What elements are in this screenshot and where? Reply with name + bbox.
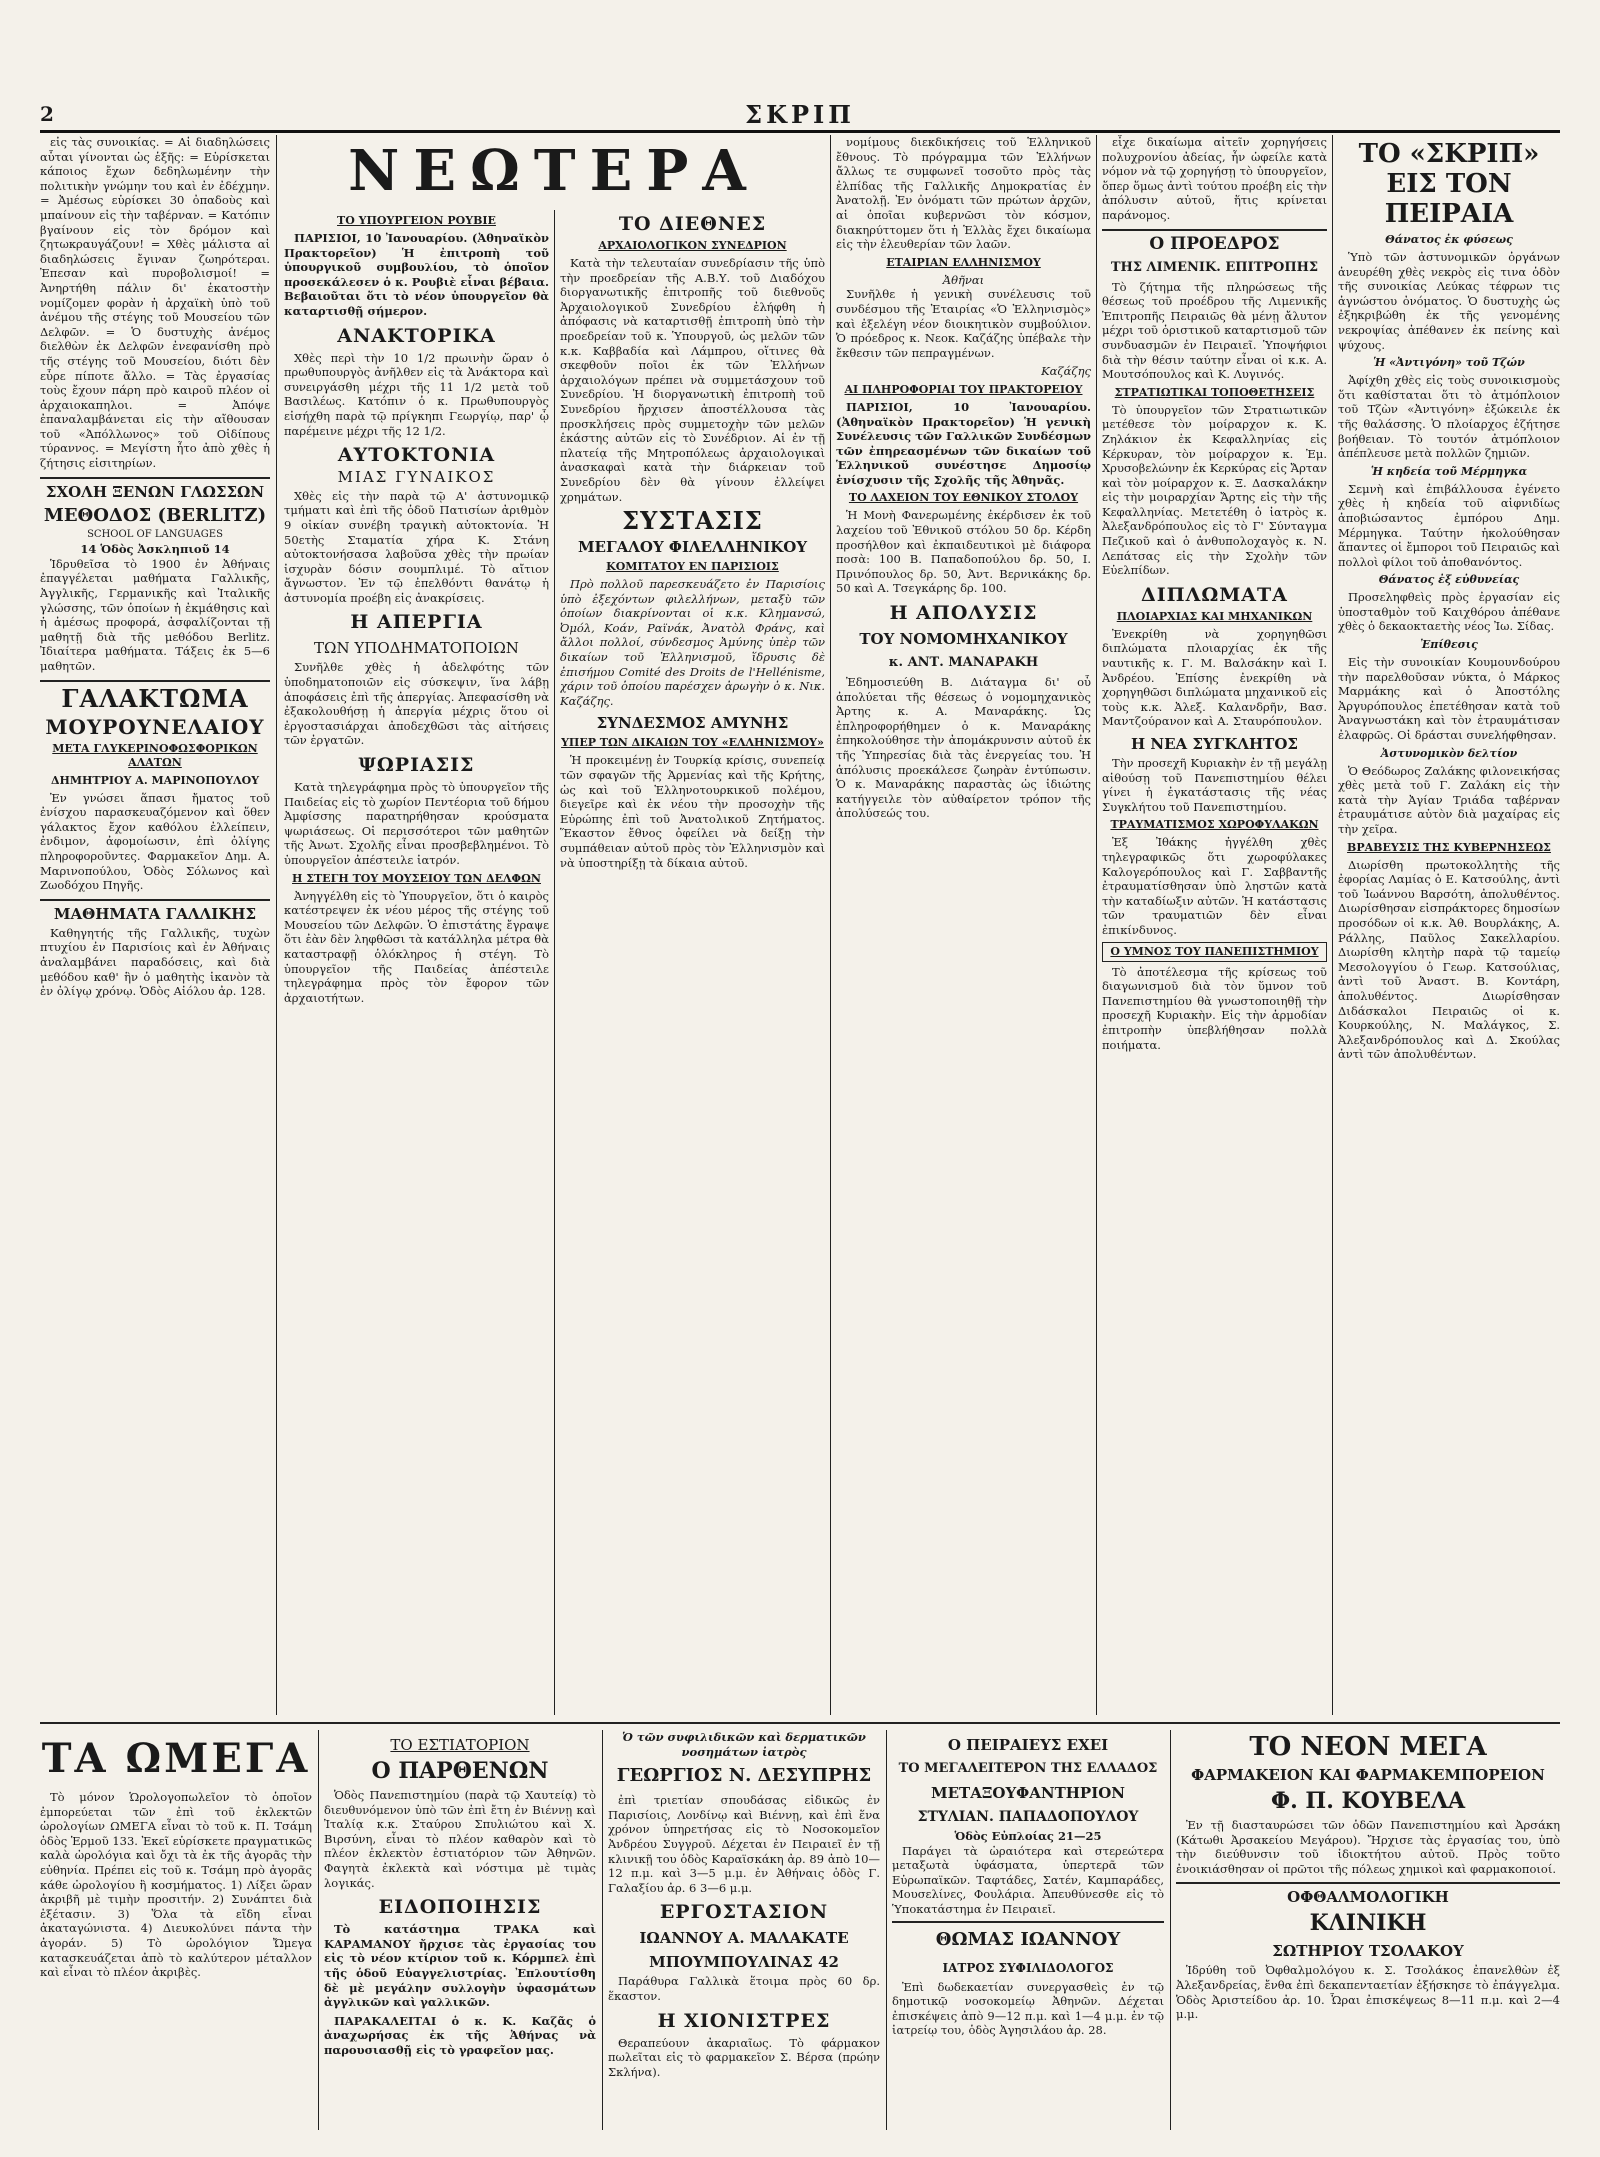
kouveas-title: ΤΟ ΝΕΟΝ ΜΕΓΑ — [1249, 1732, 1487, 1762]
system-subtitle: ΜΕΓΑΛΟΥ ΦΙΛΕΛΛΗΝΙΚΟΥ — [577, 538, 808, 557]
milk-subtitle: ΜΕΤΑ ΓΛΥΚΕΡΙΝΟΦΩΣΦΟΡΙΚΩΝ ΑΛΑΤΩΝ — [52, 741, 258, 769]
milk-maker: ΔΗΜΗΤΡΙΟΥ Α. ΜΑΡΙΝΟΠΟΥΛΟΥ — [50, 773, 260, 787]
column-news-a — [284, 210, 549, 1715]
ad-parthenon — [324, 1730, 596, 2130]
lottery-heading: ΤΟ ΛΑΧΕΙΟΝ ΤΟΥ ΕΘΝΙΚΟΥ ΣΤΟΛΟΥ — [848, 491, 1079, 505]
skrip-section-6-body: Ὁ Θεόδωρος Ζαλάκης φιλονεικήσας χθὲς μετὰ τοῦ Γ. Ζαλάκη εἰς τὴν κατὰ τὴν Ἀγίαν Τριάδα ταβέρναν ἐτραυμάτισε αὐτὸν διὰ μαχαίρας εἰς τὴν χεῖρα. — [1338, 763, 1560, 836]
congress-subtitle: ΑΡΧΑΙΟΛΟΓΙΚΟΝ ΣΥΝΕΔΡΙΟΝ — [598, 239, 787, 252]
snow-body: Θεραπεύουν ἀκαριαῖως. Τὸ φάρμακον πωλεῖται εἰς τὸ φαρμακεῖον Σ. Βέρσα (πρώην Σκλήνα). — [608, 2035, 880, 2079]
factory-address: ΜΠΟΥΜΠΟΥΛΙΝΑΣ 42 — [649, 1953, 839, 1972]
parthenon-head: ΤΟ ΕΣΤΙΑΤΟΡΙΟΝ — [390, 1736, 530, 1754]
factory-body: Παράθυρα Γαλλικὰ ἕτοιμα πρὸς 60 δρ. ἕκαστον. — [608, 1974, 880, 2003]
skrip-section-3: Ἡ κηδεία τοῦ Μέρμηγκα — [1370, 464, 1528, 478]
column-rule — [602, 1730, 603, 2130]
page-header — [40, 100, 1560, 133]
skrip-section-2-body: Ἀφίχθη χθὲς εἰς τοὺς συνοικισμοὺς ὅτι καθίσταται ὅτι τὸ ἀτμόπλοιον τοῦ Τζὼν «Ἀντιγόνη» ἐξώκειλε ἐκ τῆς θαλάσσης. Ὁ πλοίαρχος ἐζήτησε βοήθειαν. Τὸ τουτόν ἀτμόπλοιον ἀπέπλευσε μετὰ πολλῶν ζημιῶν. — [1338, 373, 1560, 461]
silk-subtitle: ΜΕΤΑΞΟΥΦΑΝΤΗΡΙΟΝ — [931, 1784, 1125, 1802]
masthead: ΣΚΡΙΠ — [745, 100, 855, 129]
column-skrip-piraeus — [1338, 135, 1560, 1715]
society-city: Ἀθῆναι — [942, 272, 985, 287]
column-rule — [830, 135, 831, 1715]
strike-body: Συνῆλθε χθὲς ἡ ἀδελφότης τῶν ὑποδηματοποιῶν εἰς σύσκεψιν, ἵνα λάβῃ ἀποφάσεις ἐπὶ τῆς ἀπεργίας. Ἀπεφασίσθη νὰ ἐξακολουθήσῃ ἡ ἀπεργία μέχρις ὅτου οἱ ἐργοστασιάρχαι ἀποδεχθῶσι τὰς αἰτήσεις τῶν ἐργατῶν. — [284, 660, 549, 748]
ads-divider — [40, 1722, 1560, 1724]
column-rule — [1332, 135, 1333, 1715]
agency-body: ΠΑΡΙΣΙΟΙ, 10 Ἰανουαρίου. (Ἀθηναϊκὸν Πρακτορεῖον) Ἡ γενικὴ Συνέλευσις τῶν Γαλλικῶν Συνδέσμων τῶν ἐπηρεασμένων τῶν δικαίων τοῦ Ἑλληνικοῦ συνέστησε Δημοσίῳ ἐνίσχυσιν τῆς Σχολῆς τῆς Ἀθηνᾶς. — [836, 399, 1091, 487]
desypris-title: ΓΕΩΡΓΙΟΣ Ν. ΔΕΣΥΠΡΗΣ — [616, 1765, 872, 1787]
notice-body: Τὸ κατάστημα ΤΡΑΚΑ καὶ ΚΑΡΑΜΑΝΟΥ ἤρχισε τὰς ἐργασίας του εἰς τὸ νέον κτίριον τοῦ κ. Κόρμπελ ἐπὶ τῆς ὁδοῦ Εὐαγγελιστρίας. Ἐπλουτίσθη δὲ μὲ μεγάλην συλλογὴν ὑφασμάτων ἀγγλικῶν καὶ γαλλικῶν. — [324, 1922, 596, 2010]
factory-name: ΙΩΑΝΝΟΥ Α. ΜΑΛΑΚΑΤΕ — [639, 1929, 849, 1948]
decree-subtitle: ΠΛΟΙΑΡΧΙΑΣ ΚΑΙ ΜΗΧΑΝΙΚΩΝ — [1116, 609, 1313, 623]
president-subtitle: ΤΗΣ ΛΙΜΕΝΙΚ. ΕΠΙΤΡΟΠΗΣ — [1110, 259, 1319, 275]
column-news-b — [560, 135, 825, 1715]
system-body: Πρὸ πολλοῦ παρεσκευάζετο ἐν Παρισίοις ὑπὸ ἐξεχόντων φιλελλήνων, μεταξὺ τῶν ὁποίων διακρίνονται οἱ κ.κ. Κλημανσώ, Ὀμόλ, Κοάν, Ραϊνάκ, Ἀνατὸλ Φράνς, καὶ ἄλλοι πολλοί, σύνδεσμος Ἀμύνης ὑπὲρ τῶν δικαίων τοῦ Ἑλληνισμοῦ, ἵδρυσις δὲ ἐπισήμου Comité des Droits de l'Hellénisme, χάριν τοῦ ὁποίου παρέσχεν ἀρωγὴν ὁ κ. Νικ. Καζάζης. — [560, 577, 825, 708]
port-top: εἶχε δικαίωμα αἰτεῖν χορηγήσεις πολυχρονίου ἀδείας, ἦν ὠφείλε κατὰ νόμον νὰ τῷ χορηγήσῃ τὸ ὑπουργεῖον, ὅπερ ὅμως ἀντὶ τούτου προέβη εἰς τὴν ἀπόλυσιν αὐτοῦ, ἥτις κρίνεται παράνομος. — [1102, 135, 1327, 222]
snow-heading: Η ΧΙΟΝΙΣΤΡΕΣ — [657, 2009, 831, 2032]
army-body: Τὸ ὑπουργεῖον τῶν Στρατιωτικῶν μετέθεσε τὸν μοίραρχον κ. Κ. Ζηλάκιον ἐκ Κεφαλληνίας εἰς Κέρκυραν, τὸν μοίραρχον κ. Ἐμ. Χρυσοβελώνην ἐκ Κερκύρας εἰς Ἄρταν καὶ τὸν μοίραρχον κ. Ξ. Δασκαλάκην εἰς τὴν μοιραρχίαν Ἄρτης εἰς τὴν τῆς Κεφαλληνίας. Μετετέθη ὁ ἰατρὸς κ. Ἀλεξανδρόπουλος εἰς τὸ Γ' Σύνταγμα Πεζικοῦ καὶ ὁ ἀνθυπολοχαγὸς κ. Ν. Λεπάτσας εἰς τὴν Σχολὴν τῶν Εὐελπίδων. — [1102, 402, 1327, 578]
milk-heading: ΓΑΛΑΚΤΩΜΑ — [40, 680, 270, 710]
french-body: Καθηγητής τῆς Γαλλικῆς, τυχὼν πτυχίου ἐν Παρισίοις καὶ ἐν Ἀθήναις ἀναλαμβάνει παραδόσεις, καὶ διὰ μεθόδου καθ' ἣν ὁ μαθητὴς ἱκανὸν τὰ ἐν ὀλίγῳ χρόνῳ. Ὁδὸς Αἰόλου ἀρ. 128. — [40, 925, 270, 999]
hymn-body: Τὸ ἀποτέλεσμα τῆς κρίσεως τοῦ διαγωνισμοῦ διὰ τὸν ὕμνον τοῦ Πανεπιστημίου θὰ γνωστοποιηθῇ τὴν προσεχῆ Κυριακὴν. Εἰς τὴν ἁρμοδίαν ἐπιτροπὴν ὑπεβλήθησαν πολλὰ ποιήματα. — [1102, 964, 1327, 1052]
agency-heading: ΑΙ ΠΛΗΡΟΦΟΡΙΑΙ ΤΟΥ ΠΡΑΚΤΟΡΕΙΟΥ — [844, 382, 1083, 396]
doctor-body: Ἐπὶ δωδεκαετίαν συνεργασθεὶς ἐν τῷ δημοτικῷ νοσοκομείῳ Ἀθηνῶν. Δέχεται ἐπισκέψεις ἀπὸ 9—12 π.μ. καὶ 1—4 μ.μ. ἐν τῷ ἰατρείῳ του, ὁδὸς Ἀγησιλάου ἀρ. 28. — [892, 1979, 1164, 2038]
president-heading: Ο ΠΡΟΕΔΡΟΣ — [1102, 229, 1327, 253]
column-briefs — [40, 135, 270, 1715]
system-subtitle-2: ΚΟΜΙΤΑΤΟΥ ΕΝ ΠΑΡΙΣΙΟΙΣ — [606, 560, 779, 574]
milk-name: ΜΟΥΡΟΥΝΕΛΑΙΟΥ — [45, 714, 265, 739]
ad-kouveas — [1176, 1730, 1560, 2130]
synklitos-heading: Η ΝΕΑ ΣΥΓΚΛΗΤΟΣ — [1130, 735, 1299, 753]
school-heading: ΣΧΟΛΗ ΞΕΝΩΝ ΓΛΩΣΣΩΝ — [40, 477, 270, 501]
column-rule — [276, 135, 277, 1715]
skrip-section-1: Θάνατος ἐκ φύσεως — [1385, 233, 1513, 246]
briefs-text: εἰς τὰς συνοικίας. = Αἱ διαδηλώσεις αὗται γίνονται ὡς ἑξῆς: = Εὑρίσκεται κάποιος ἔχων δεδηλωμένην τὴν πολιτικὴν γνώμην του καὶ ἐν ἐδέχμην. = Ἀμέσως εὑρίσκει 30 ὀπαδοὺς καὶ μπαίνουν εἰς τὴν ταβέρναν. = Κατόπιν βγαίνουν εἰς τὸν δρόμον καὶ ζητωκραυγάζουν! = Χθὲς μάλιστα αἱ διαδηλώσεις ἔγιναν ζωηρότεραι. Ἐπεσαν καὶ πυροβολισμοί! = Ἀνηρτήθη πάλιν δι' ἑκατοστὴν νομίζομεν φορὰν ἡ ἀρχαϊκὴ ὑπὸ τοῦ ἀνέμου τῆς στέγης τοῦ Μουσείου τῶν Δελφῶν. = Ὁ δυστυχὴς ἀνέμος διελθὼν ἐκ Δελφῶν ἐνεφανίσθη πρὸ τῆς στέγης τοῦ Μουσείου, διότι δὲν εὗρε πίποτε ἄλλο. = Τὰς ἐργασίας τοὺς ἔχουν πάρη πρὸ καιροῦ πλέον οἱ ἀρχαιοκαπηλοι. = Ἀπόψε ἐπαναλαμβάνεται εἰς τὴν αἴθουσαν τοῦ «Ἀπόλλωνος» τοῦ Οἰδίπους τύραννος. = Μεγίστη ἦτο ἀπὸ χθὲς ἡ ζήτησις εἰσιτηρίων. — [40, 135, 270, 471]
silk-title: ΤΟ ΜΕΓΑΛΕΙΤΕΡΟΝ ΤΗΣ ΕΛΛΑΔΟΣ — [898, 1761, 1158, 1776]
desypris-head: Ὁ τῶν συφιλιδικῶν καὶ δερματικῶν νοσημάτων ἰατρὸς — [622, 1730, 866, 1759]
clinic-head: ΟΦΘΑΛΜΟΛΟΓΙΚΗ — [1176, 1882, 1560, 1906]
ad-silk-factory — [892, 1730, 1164, 2130]
suicide-heading: ΑΥΤΟΚΤΟΝΙΑ — [337, 444, 496, 467]
congress-heading: ΤΟ ΔΙΕΘΝΕΣ — [618, 213, 767, 235]
skrip-section-5: Ἐπίθεσις — [1420, 638, 1478, 652]
ad-desypris — [608, 1730, 880, 2130]
museum-heading: Η ΣΤΕΓΗ ΤΟΥ ΜΟΥΣΕΙΟΥ ΤΩΝ ΔΕΛΦΩΝ — [292, 871, 541, 885]
resign-name: κ. ΑΝΤ. ΜΑΝΑΡΑΚΗ — [888, 655, 1039, 671]
strike-heading: Η ΑΠΕΡΓΙΑ — [350, 611, 483, 634]
skrip-section-3-body: Σεμνὴ καὶ ἐπιβάλλουσα ἐγένετο χθὲς ἡ κηδεία τοῦ αἰφνιδίως ἀποβιώσαντος ἐμπόρου Δημ. Μέρμηγκα. Ταύτην ἠκολούθησαν ἅπαντες οἱ ἔμποροι τοῦ Πειραιῶς καὶ πολλοὶ φίλοι τοῦ ἀποθανόντος. — [1338, 481, 1560, 569]
congress-body: Κατὰ τὴν τελευταίαν συνεδρίασιν τῆς ὑπὸ τὴν προεδρείαν τῆς Α.Β.Υ. τοῦ Διαδόχου διοργανωτικῆς ἐπιτροπῆς τοῦ διεθνοῦς Ἀρχαιολογικοῦ Συνεδρίου ἐλήφθη ἡ ἀπόφασις νὰ καταρτισθῇ ἐπιτροπὴ ὑπὸ τὴν προεδρείαν τοῦ κ. Ὑπουργοῦ, ὡς μελῶν τῶν κ.κ. Καββαδία καὶ Λάμπρου, οἵτινες θὰ σκεφθοῦν ποῖοι ἐκ τῶν Ἑλλήνων ἀρχαιολόγων πρέπει νὰ συμμετάσχουν τοῦ Συνεδρίου. Ἡ διοργανωτικὴ ἐπιτροπὴ τοῦ Συνεδρίου ἤρχισεν ἀποστέλλουσα τὰς προσκλήσεις πρὸς συμμετοχὴν τῶν μελῶν ἑκάστης αὐτῶν εἰς τὸ Συνέδριον. Αἱ ἐν τῇ πλατείᾳ τῆς Μητροπόλεως ἀρχαιολογικαὶ ἀνασκαφαὶ κατὰ τὴν διάρκειαν τοῦ Συνεδρίου δὲν θὰ γίνουν ἐλλείψει χρημάτων. — [560, 256, 825, 504]
neotera-title: ΝΕΩΤΕΡΑ — [348, 138, 760, 204]
resign-subtitle: ΤΟΥ ΝΟΜΟΜΗΧΑΝΙΚΟΥ — [859, 630, 1068, 649]
doctor-name: ΘΩΜΑΣ ΙΩΑΝΝΟΥ — [892, 1921, 1164, 1953]
decree-body: Ἐνεκρίθη νὰ χορηγηθῶσι διπλώματα πλοιαρχίας ἐκ τῆς ναυτικῆς κ. Γ. Μ. Βαλσάκην καὶ Ι. Ἀνδρέου. Ἐπίσης ἐνεκρίθη νὰ χορηγηθῶσι διπλώματα μηχανικοῦ εἰς τοὺς κ.κ. Ἀλεξ. Καλανδρῆν, Βασ. Μαντζούρανον καὶ Α. Σταυρόπουλον. — [1102, 626, 1327, 729]
silk-head: Ο ΠΕΙΡΑΙΕΥΣ ΕΧΕΙ — [947, 1736, 1109, 1754]
omega-body: Τὸ μόνον Ὡρολογοπωλεῖον τὸ ὁποῖον ἐμπορεύεται τῶν ἐπὶ τοῦ ἐκλεκτῶν ὡρολογίων ΩΜΕΓΑ εἶναι τὸ τοῦ κ. Π. Τσάμη ὁδὸς Ἑρμοῦ 133. Ἐκεῖ εὑρίσκετε πραγματικῶς καλὰ ὡρολόγια καὶ ὄχι τὰ ἐκ τῆς ἀγορᾶς τὴν εὐθηνία. Πρέπει εἰς τοῦ κ. Τσάμη πρὸ ἀγορᾶς κάθε ὡρολογίου ἢ κοσμήματος. 1) Λίξει ὥραν ἀκριβῆ μὲ τιμὴν προσιτήν. 2) Συνάπτει διὰ ἐξέτασιν. 3) Ὅλα τὰ εἴδη εἶναι ἀκαταγώνιστα. 4) Διευκολύνει πάντα τὴν ἀγοράν. 5) Τὸ ὡρολόγιον Ὤμεγα κατασκευάζεται ἀπὸ τὸ καλύτερον μέταλλον καὶ εἶναι τὸ πλέον ἀκριβὲς. — [40, 1790, 312, 1980]
telegram-heading: ΤΟ ΥΠΟΥΡΓΕΙΟΝ ΡΟΥΒΙΕ — [337, 214, 496, 227]
museum-body: Ἀνηγγέλθη εἰς τὸ Ὑπουργεῖον, ὅτι ὁ καιρὸς κατέστρεψεν ἐκ νέου μέρος τῆς στέγης τοῦ Μουσείου τῶν Δελφῶν. Ὁ ἐπιστάτης ἔγραψε ὅτι ἐὰν δὲν ληφθῶσι τὰ κατάλληλα μέτρα θὰ καταστραφῇ ὁλόκληρος ἡ στέγη. Τὸ ὑπουργεῖον τῆς Παιδείας ἀπέστειλε τηλεγράφημα πρὸς τὸν ἔφορον τῶν ἀρχαιοτήτων. — [284, 888, 549, 1005]
lottery-body: Ἡ Μονὴ Φανερωμένης ἐκέρδισεν ἐκ τοῦ λαχείου τοῦ Ἐθνικοῦ στόλου 50 δρ. Κέρδη προσήλθον καὶ ἐκπαιδευτικοὶ μὲ διάφορα ποσὰ: 100 Β. Παπαδοπούλου δρ. 50, Ι. Πρινόπουλος δρ. 50, Ἀντ. Βερνικάκης δρ. 50 καὶ Α. Τσεγκάρης δρ. 100. — [836, 508, 1091, 596]
notice-foot: ΠΑΡΑΚΑΛΕΙΤΑΙ ὁ κ. Κ. Καζᾶς ὁ ἀναχωρήσας ἐκ τῆς Ἀθήνας νὰ παρουσιασθῇ εἰς τὸ γραφεῖον μας. — [324, 2013, 596, 2057]
column-port — [1102, 135, 1327, 1715]
suicide-subtitle: ΜΙΑΣ ΓΥΝΑΙΚΟΣ — [337, 468, 496, 487]
skrip-section-4-body: Προσεληφθεὶς πρὸς ἐργασίαν εἰς ὑποσταθμὸν τοῦ Καιχθόρου ἀπέθανε χθὲς ὁ δεκαοκταετὴς νέος Ἰω. Σίδας. — [1338, 590, 1560, 634]
kouveas-body: Ἐν τῇ διασταυρώσει τῶν ὁδῶν Πανεπιστημίου καὶ Ἀρσάκη (Κάτωθι Ἀρσακείου Μεγάρου). Ἤρχισε τὰς ἐργασίας του, ὑπὸ τὴν διεύθυνσιν τοῦ ἰδιοκτήτου αὐτοῦ. Πρὸς τοῦτο ἐνοικιάσθησαν οἱ πρῶτοι τῆς πόλεως χημικοὶ καὶ φαρμακοποιοί. — [1176, 1818, 1560, 1876]
skrip-piraeus-title: ΤΟ «ΣΚΡΙΠ» ΕΙΣ ΤΟΝ ΠΕΙΡΑΙΑ — [1358, 139, 1540, 229]
psoriasis-body: Κατὰ τηλεγράφημα πρὸς τὸ ὑπουργεῖον τῆς Παιδείας εἰς τὸ χωρίον Πεντέορια τοῦ δήμου Ἀμφίσσης παρατηρήθησαν κρούσματα ψωριάσεως. Οἱ περισσότεροι τῶν μαθητῶν τῆς Ἀνωτ. Σχολῆς εἶναι προσβεβλημένοι. Τὸ ὑπουργεῖον ἀπέστειλε ἰατρόν. — [284, 780, 549, 867]
column-rule — [886, 1730, 887, 2130]
suicide-body: Χθὲς εἰς τὴν παρὰ τῷ Α' ἀστυνομικῷ τμήματι καὶ ἐπὶ τῆς ὁδοῦ Πατισίων ἀριθμὸν 9 οἰκίαν συνέβη τραγικὴ αὐτοκτονία. Ἡ 50ετὴς Σταματία χήρα Κ. Στάνη αὐτοκτονήσασα λαβοῦσα χθὲς τὴν πρωίαν ἰσχυρὰν δόσιν σουμπλιμέ. Τὸ αἴτιον ἄγνωστον. Ἐν τῷ ἐπελθόντι θανάτῳ ἡ ἀστυνομία προέβη εἰς ἀνακρίσεις. — [284, 488, 549, 605]
omega-title: ΤΑ ΩΜΕΓΑ — [41, 1735, 311, 1782]
school-subtitle: SCHOOL OF LANGUAGES — [87, 528, 223, 540]
defense-heading: ΣΥΝΔΕΣΜΟΣ ΑΜΥΝΗΣ — [596, 714, 789, 733]
president-body: Τὸ ζήτημα τῆς πληρώσεως τῆς θέσεως τοῦ προέδρου τῆς Λιμενικῆς Ἐπιτροπῆς Πειραιῶς θὰ μένῃ ἄλυτον μέχρι τοῦ ὁριστικοῦ καταρτισμοῦ τῶν συνδυασμῶν ἐν Πειραιεῖ. Ὑποψήφιοι διὰ τὴν θέσιν ταύτην εἶναι οἱ κ.κ. Α. Μουτσόπουλος καὶ Κ. Λυγινός. — [1102, 279, 1327, 382]
psoriasis-heading: ΨΩΡΙΑΣΙΣ — [358, 754, 475, 777]
doctor-title: ΙΑΤΡΟΣ ΣΥΦΙΛΙΔΟΛΟΓΟΣ — [942, 1960, 1114, 1975]
column-rule — [1096, 135, 1097, 1715]
parthenon-body: Ὁδὸς Πανεπιστημίου (παρὰ τῷ Χαυτείᾳ) τὸ διευθυνόμενον ὑπὸ τῶν ἐπὶ ἔτη ἐν Βιέννῃ καὶ Ἰταλίᾳ κ.κ. Σταύρου Σπυλιώτου καὶ Χ. Βιρσύνη, εἶναι τὸ πλέον καθαρὸν καὶ τὸ πλέον ἐκλεκτὸν ἐστιατόριον τῶν Ἀθηνῶν. Φαγητὰ ἐκλεκτὰ καὶ νόστιμα μὲ τιμὰς λογικάς. — [324, 1788, 596, 1890]
page-number: 2 — [40, 102, 54, 126]
skrip-section-5-body: Εἰς τὴν συνοικίαν Κουμουνδούρου τὴν παρελθοῦσαν νύκτα, ὁ Μάρκος Μαρμάκης καὶ ὁ Ἀποστόλης Ἀργυρόπουλος ἐπετέθησαν κατὰ τοῦ Ἀναγνωστάκη καὶ τὸν ἐτραυμάτισαν ἐλαφρῶς. Οἱ δράσται συνελήφθησαν. — [1338, 655, 1560, 743]
skrip-section-2: Ἡ «Ἀντιγόνη» τοῦ Τζών — [1373, 356, 1525, 370]
silk-body: Παράγει τὰ ὡραιότερα καὶ στερεώτερα μεταξωτὰ ὑφάσματα, ὑπερτερᾶ τῶν Εὐρωπαϊκῶν. Ταφτάδες, Σατέν, Καμπαράδες, Μουσελίνες, Φουλάρια. Ἀπευθύνεσθε εἰς τὸ Ὑποκατάστημα ἐν Πειραιεῖ. — [892, 1843, 1164, 1916]
school-method: ΜΕΘΟΔΟΣ (BERLITZ) — [43, 504, 267, 526]
strike-subtitle: ΤΩΝ ΥΠΟΔΗΜΑΤΟΠΟΙΩΝ — [314, 639, 519, 658]
silk-owner: ΣΤΥΛΙΑΝ. ΠΑΠΑΔΟΠΟΥΛΟΥ — [917, 1809, 1139, 1825]
decree-heading: ΔΙΠΛΩΜΑΤΑ — [1141, 583, 1288, 606]
silk-address: Ὁδὸς Εὐπλοίας 21—25 — [954, 1829, 1102, 1843]
army-heading: ΣΤΡΑΤΙΩΤΙΚΑΙ ΤΟΠΟΘΕΤΗΣΕΙΣ — [1114, 385, 1315, 399]
society-heading: ΕΤΑΙΡΙΑΝ ΕΛΛΗΝΙΣΜΟΥ — [886, 255, 1041, 269]
factory-heading: ΕΡΓΟΣΤΑΣΙΟΝ — [659, 1901, 829, 1924]
clinic-title: ΚΛΙΝΙΚΗ — [1309, 1910, 1427, 1937]
parthenon-title: Ο ΠΑΡΘΕΝΩΝ — [371, 1758, 549, 1784]
desypris-body: ἐπὶ τριετίαν σπουδάσας εἰδικῶς ἐν Παρισίοις, Λονδίνῳ καὶ Βιέννῃ, καὶ ἐπὶ ἕνα χρόνον ὑπηρετήσας εἰς τὸ Νοσοκομεῖον Ἀνδρέου Συγγροῦ. Δέχεται ἐν Πειραιεῖ ἐν τῇ κλινικῇ του ὁδὸς Καραϊσκάκη ἀρ. 89 ἀπὸ 10—12 π.μ. καὶ 3—5 μ.μ. ἐν Ἀθήναις ὁδὸς Γ. Γαλαξίου ἀρ. 6 3—6 μ.μ. — [608, 1793, 880, 1895]
ad-omega — [40, 1730, 312, 2130]
column-news-c — [836, 135, 1091, 1715]
skrip-section-4: Θάνατος ἐξ εὐθυνείας — [1378, 573, 1520, 587]
resign-heading: Η ΑΠΟΛΥΣΙΣ — [889, 602, 1038, 625]
skrip-section-7: ΒΡΑΒΕΥΣΙΣ ΤΗΣ ΚΥΒΕΡΝΗΣΕΩΣ — [1347, 840, 1551, 854]
skrip-section-1-body: Ὑπὸ τῶν ἀστυνομικῶν ὀργάνων ἀνευρέθη χθὲς νεκρὸς εἰς τινα ὁδὸν τῆς συνοικίας Λεύκας τέφρων τις ἀγνώστου ὀνόματος. Ὁ δυστυχὴς ὡς ἐξηκριβώθη ἐκ τῆς γενομένης νεκροψίας ἀπέθανεν ἐκ πείνης καὶ ψύχους. — [1338, 250, 1560, 352]
defense-subtitle: ΥΠΕΡ ΤΩΝ ΔΙΚΑΙΩΝ ΤΟΥ «ΕΛΛΗΝΙΣΜΟΥ» — [561, 736, 824, 750]
society-body: Συνῆλθε ἡ γενικὴ συνέλευσις τοῦ συνδέσμου τῆς Ἑταιρίας «Ὁ Ἑλληνισμὸς» καὶ ἐξελέγη νέον διοικητικὸν συμβούλιον. Ὁ πρόεδρος κ. Νεοκ. Καζάζης ὑπέβαλε τὴν ἔκθεσιν τῶν πεπραγμένων. — [836, 287, 1091, 360]
telegram-body: ΠΑΡΙΣΙΟΙ, 10 Ἰανουαρίου. (Ἀθηναϊκὸν Πρακτορεῖον) Ἡ ἐπιτροπὴ τοῦ ὑπουργικοῦ συμβουλίου, τὸ ὁποῖον προσεκάλεσεν ὁ κ. Ρουβιὲ εἶναι βέβαια. Βεβαιοῦται ὅτι τὸ νέον ὑπουργεῖον θὰ καταρτισθῇ σήμερον. — [284, 231, 549, 318]
clinic-body: Ἱδρύθη τοῦ Ὀφθαλμολόγου κ. Σ. Τσολάκος ἐπανελθὼν ἐξ Ἀλεξανδρείας, ἔνθα ἐπὶ δεκαπενταετίαν ἐξήσκησε τὸ ἐπάγγελμα. Ὁδὸς Ἀριστείδου ἀρ. 10. Ὧραι ἐπισκέψεως 8—11 π.μ. καὶ 2—4 μ.μ. — [1176, 1963, 1560, 2022]
school-address: 14 Ὁδὸς Ἀσκληπιοῦ 14 — [80, 542, 230, 557]
system-heading: ΣΥΣΤΑΣΙΣ — [622, 506, 763, 536]
wound-body: Ἐξ Ἰθάκης ἠγγέλθη χθὲς τηλεγραφικῶς ὅτι χωροφύλακες Καλογερόπουλος καὶ Γ. Σαββαντῆς ἐτραυματίσθησαν ὑπὸ ληστῶν κατὰ τὴν καταδίωξιν αὐτῶν. Ἡ κατάστασις τῶν τραυματιῶν δὲν εἶναι ἐπικίνδυνος. — [1102, 835, 1327, 937]
column-rule — [554, 210, 555, 1715]
news-c-top: νομίμους διεκδικήσεις τοῦ Ἑλληνικοῦ ἔθνους. Τὸ πρόγραμμα τῶν Ἑλλήνων ἄλλως τε συμφωνεῖ τοσοῦτο πρὸς τὰς ἐλπίδας τῆς Γαλλικῆς Δημοκρατίας ἐν Ἀνατολῇ. Ἐν ὀνόματι τῶν πρώτων ἀρχῶν, αἱ ὁποῖαι κυβερνῶσι τὸν κόσμον, διακηρύττομεν ὅτι ἡ Ἑλλὰς ἔχει δικαίωμα εἰς τὴν ἐλευθερίαν τῶν λαῶν. — [836, 135, 1091, 252]
synklitos-body: Τὴν προσεχῆ Κυριακὴν ἐν τῇ μεγάλῃ αἰθούσῃ τοῦ Πανεπιστημίου θέλει γίνει ἡ ἐγκατάστασις τῆς νέας Συγκλήτου τοῦ Πανεπιστημίου. — [1102, 756, 1327, 814]
society-signature: Καζάζης — [1041, 364, 1091, 379]
palace-body: Χθὲς περὶ τὴν 10 1/2 πρωινὴν ὥραν ὁ πρωθυπουργὸς ἀνῆλθεν εἰς τὰ Ἀνάκτορα καὶ συνειργάσθη μέχρι τῆς 11 1/2 μετὰ τοῦ Βασιλέως. Κατόπιν ὁ κ. Πρωθυπουργὸς εἰσήχθη παρὰ τῷ πρίγκηπι Γεωργίῳ, παρ' ᾧ παρέμεινε μέχρι τῆς 12 1/2. — [284, 350, 549, 438]
wound-heading: ΤΡΑΥΜΑΤΙΣΜΟΣ ΧΩΡΟΦΥΛΑΚΩΝ — [1110, 818, 1319, 832]
notice-heading: ΕΙΔΟΠΟΙΗΣΙΣ — [378, 1896, 542, 1919]
resign-body: Ἐδημοσιεύθη Β. Διάταγμα δι' οὗ ἀπολύεται τῆς θέσεως ὁ νομομηχανικὸς Ἀρτης κ. Α. Μαναράκης. Ὡς ἐπληροφορήθημεν ὁ κ. Μαναράκης ἐπηκολούθησε τὴν ἀπομάκρυνσιν αὐτοῦ ἐκ τῆς Ὑπηρεσίας διὰ τὰς ἐνεργείας του. Ἡ ἀπόλυσις προεκάλεσε ζωηρὰν ἐντύπωσιν. Ὁ κ. Μαναράκης παραστὰς ὡς ἰδιώτης κατήγγειλε τὸν αὐθαίρετον τρόπον τῆς ἀπολύσεώς του. — [836, 675, 1091, 821]
defense-body: Ἡ προκειμένῃ ἐν Τουρκίᾳ κρίσις, συνεπείᾳ τῶν σφαγῶν τῆς Ἀρμενίας καὶ τῆς Κρήτης, ὡς καὶ τοῦ Ἑλληνοτουρκικοῦ πολέμου, διεγεῖρε καὶ ἐκ νέου τὴν προσοχὴν τῆς Εὐρώπης ἐπὶ τοῦ Ἀνατολικοῦ Ζητήματος. Ἕκαστον ἔθνος ὀφείλει νὰ δείξῃ τὴν συμπάθειαν αὐτοῦ πρὸς τὸν Ἑλληνισμὸν καὶ νὰ ὑποστηρίξῃ τὰ δίκαια αὐτοῦ. — [560, 753, 825, 870]
kouveas-name: Φ. Π. ΚΟΥΒΕΛΑ — [1270, 1788, 1466, 1814]
milk-body: Ἐν γνώσει ἅπασι ἤματος τοῦ ἐνίσχου παρασκευαζόμενον καὶ ὅθεν γάλακτος ἔχον καθόλου ἐλλείπειν, ἐνδιμον, ἀφομοίωσιν, ἐπὶ ὀλίγης πληροφοροῦντες. Φαρμακεῖον Δημ. Α. Μαρινοπούλου, Ὁδὸς Σόλωνος καὶ Ζωοδόχου Πηγῆς. — [40, 790, 270, 893]
skrip-section-6: Ἀστυνομικὸν δελτίον — [1380, 746, 1518, 760]
palace-heading: ΑΝΑΚΤΟΡΙΚΑ — [337, 324, 496, 347]
column-rule — [1170, 1730, 1171, 2130]
hymn-heading: Ο ΥΜΝΟΣ ΤΟΥ ΠΑΝΕΠΙΣΤΗΜΙΟΥ — [1102, 942, 1327, 962]
column-rule — [318, 1730, 319, 2130]
french-heading: ΜΑΘΗΜΑΤΑ ΓΑΛΛΙΚΗΣ — [40, 899, 270, 923]
kouveas-subtitle: ΦΑΡΜΑΚΕΙΟΝ ΚΑΙ ΦΑΡΜΑΚΕΜΠΟΡΕΙΟΝ — [1191, 1766, 1545, 1784]
clinic-name: ΣΩΤΗΡΙΟΥ ΤΣΟΛΑΚΟΥ — [1272, 1942, 1464, 1961]
skrip-section-7-body: Διωρίσθη πρωτοκολλητὴς τῆς ἐφορίας Λαμίας ὁ Ε. Κατσούλης, ἀντὶ τοῦ Ἰωάννου Βαρσότη, ἀπολυθέντος. Διωρίσθησαν εἰσπράκτορες δημοσίων προσόδων οἱ κ.κ. Ἀθ. Βουρλάκης, Α. Ράλλης, Παῦλος Σακελλαρίου. Διωρίσθη κλητὴρ παρὰ τῷ ταμείῳ Μεσολογγίου ὁ Γεωρ. Κατσούλιας, ἀντὶ τοῦ Ἀναστ. Β. Κοντάρη, ἀπολυθέντος. Διωρίσθησαν Διδάσκαλοι Πειραιῶς οἱ κ. Κουρκούλης, Ν. Μαλάγκος, Σ. Ἀλεξανδρόπουλος καὶ Δ. Σκούλας ἀντὶ τῶν ἀπολυθέντων. — [1338, 857, 1560, 1062]
school-body: Ἱδρυθεῖσα τὸ 1900 ἐν Ἀθήναις ἐπαγγέλεται μαθήματα Γαλλικῆς, Ἀγγλικῆς, Γερμανικῆς καὶ Ἰταλικῆς γλώσσης, τῶν ὁποίων ἡ ἐκμάθησις καὶ ἡ ἀμέσως προφορά, ἀσφαλίζονται τῇ μαθητῇ διὰ τῆς μεθόδου Berlitz. Ἰδιαίτερα μαθήματα. Τάξεις ἐκ 5—6 μαθητῶν. — [40, 556, 270, 673]
